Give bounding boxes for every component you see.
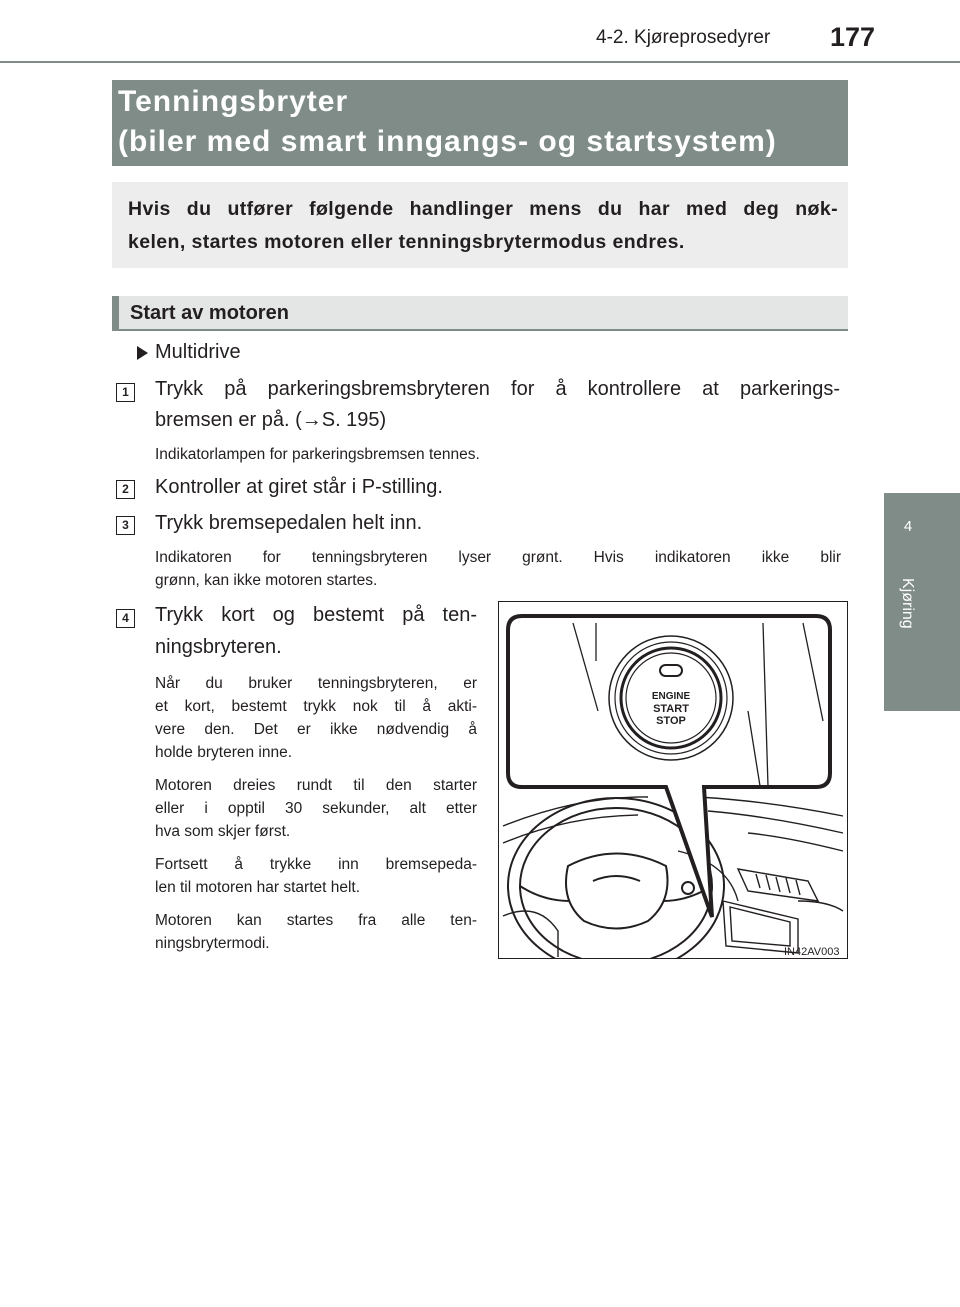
step-1-line-1: Trykk på parkeringsbremsbryteren for å kontrollere at parkerings- bbox=[155, 378, 840, 400]
step-1-note: Indikatorlampen for parkeringsbremsen tennes. bbox=[155, 446, 480, 463]
step-4-line-1: Trykk kort og bestemt på ten- bbox=[155, 604, 477, 626]
step-4-number: 4 bbox=[116, 609, 135, 628]
variant-label: Multidrive bbox=[155, 341, 241, 363]
step-4-note-2-line-3: hva som skjer først. bbox=[155, 823, 291, 840]
step-4-line-2: ningsbryteren. bbox=[155, 636, 282, 658]
step-1-number: 1 bbox=[116, 383, 135, 402]
button-label-line-2: START bbox=[653, 703, 689, 715]
intro-line-2: kelen, startes motoren eller tenningsbrytermodus endres. bbox=[128, 231, 685, 253]
button-label-line-1: ENGINE bbox=[651, 691, 691, 702]
step-3-note-line-1: Indikatoren for tenningsbryteren lyser grønt. Hvis indikatoren ikke blir bbox=[155, 549, 841, 566]
subsection-title: Start av motoren bbox=[130, 302, 289, 324]
triangle-bullet-icon bbox=[137, 346, 148, 360]
page-number: 177 bbox=[830, 22, 876, 52]
step-3-note-line-2: grønn, kan ikke motoren startes. bbox=[155, 572, 378, 589]
step-3-number: 3 bbox=[116, 516, 135, 535]
intro-line-1: Hvis du utfører følgende handlinger mens du har med deg nøk- bbox=[128, 198, 838, 220]
engine-start-illustration bbox=[498, 601, 848, 959]
step-2-line-1: Kontroller at giret står i P-stilling. bbox=[155, 476, 443, 498]
step-4-note-1-line-3: vere den. Det er ikke nødvendig å bbox=[155, 721, 477, 738]
chapter-number: 4 bbox=[903, 518, 913, 535]
chapter-label: Kjøring bbox=[899, 578, 916, 629]
illustration-code: IN42AV003 bbox=[784, 946, 840, 958]
page-title-line-2: (biler med smart inngangs- og startsystem) bbox=[118, 125, 777, 158]
step-4-note-1-line-4: holde bryteren inne. bbox=[155, 744, 293, 761]
header-section: 4-2. Kjøreprosedyrer bbox=[596, 27, 771, 48]
step-4-note-4-line-2: ningsbrytermodi. bbox=[155, 935, 270, 952]
step-4-note-1-line-1: Når du bruker tenningsbryteren, er bbox=[155, 675, 477, 692]
step-4-note-3-line-1: Fortsett å trykke inn bremsepeda- bbox=[155, 856, 477, 873]
button-label-line-3: STOP bbox=[656, 715, 686, 727]
step-1-line-2: bremsen er på. (→S. 195) bbox=[155, 409, 387, 431]
step-4-note-2-line-2: eller i opptil 30 sekunder, alt etter bbox=[155, 800, 477, 817]
subsection-accent bbox=[112, 296, 119, 331]
step-4-note-1-line-2: et kort, bestemt trykk nok til å akti- bbox=[155, 698, 477, 715]
intro-box bbox=[112, 182, 848, 268]
step-4-note-3-line-2: len til motoren har startet helt. bbox=[155, 879, 361, 896]
step-3-line-1: Trykk bremsepedalen helt inn. bbox=[155, 512, 423, 534]
header-divider bbox=[0, 61, 960, 63]
page-title-line-1: Tenningsbryter bbox=[118, 85, 349, 118]
engine-start-stop-button bbox=[609, 636, 733, 760]
step-4-note-4-line-1: Motoren kan startes fra alle ten- bbox=[155, 912, 477, 929]
step-2-number: 2 bbox=[116, 480, 135, 499]
step-4-note-2-line-1: Motoren dreies rundt til den starter bbox=[155, 777, 477, 794]
